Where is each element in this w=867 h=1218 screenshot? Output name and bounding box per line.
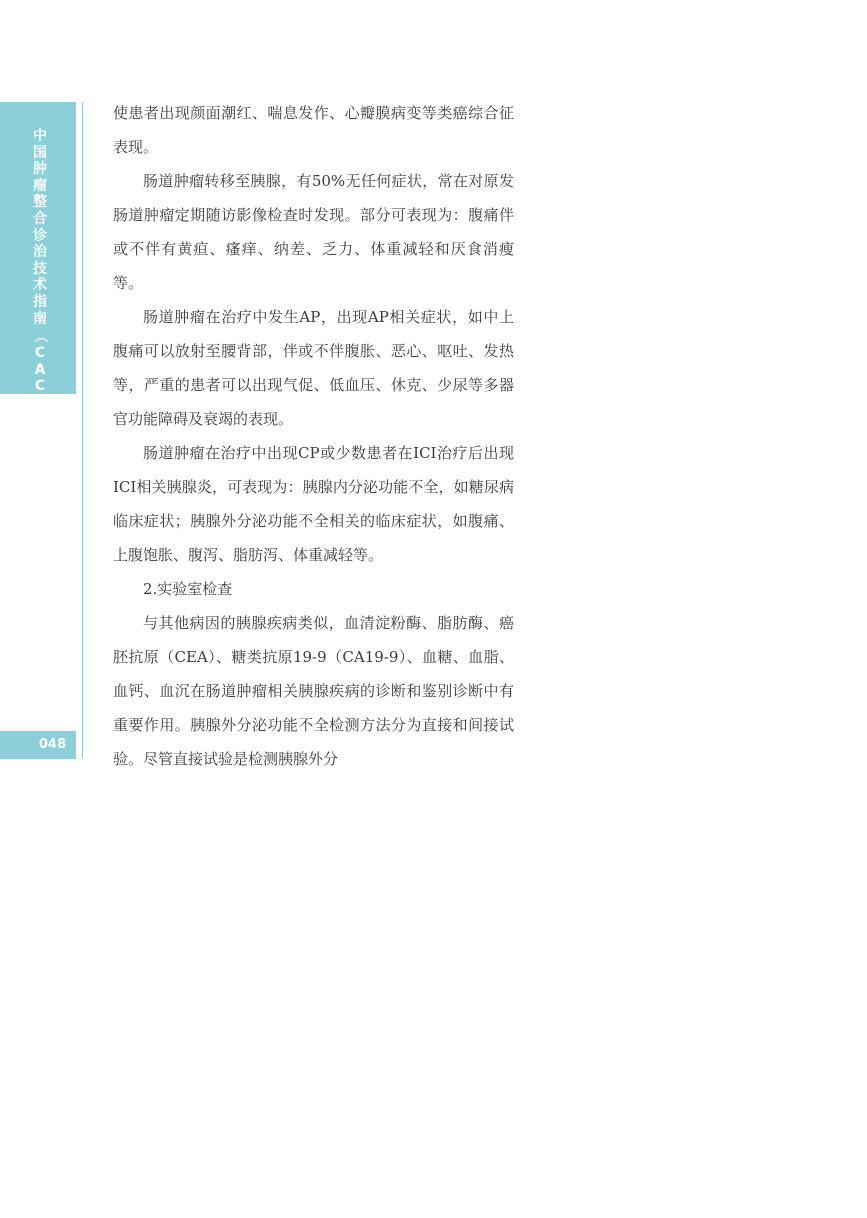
book-title-paren-open: （ [32, 329, 48, 344]
margin-rule [82, 102, 83, 758]
paragraph-2: 肠道肿瘤转移至胰腺，有50%无任何症状，常在对原发肠道肿瘤定期随访影像检查时发现。部分可表现为：腹痛伴或不伴有黄疸、瘙痒、纳差、乏力、体重减轻和厌食消瘦等。 [113, 172, 514, 292]
paragraph-5: 与其他病因的胰腺疾病类似，血清淀粉酶、脂肪酶、癌胚抗原（CEA）、糖类抗原19-9（CA19-9）、血糖、血脂、血钙、血沉在肠道肿瘤相关胰腺疾病的诊断和鉴别诊断中有重要作用。胰腺外分泌功能不全检测方法分为直接和间接试验。尽管直接试验是检测胰腺外分 [113, 614, 514, 768]
paragraph-3: 肠道肿瘤在治疗中发生AP，出现AP相关症状，如中上腹痛可以放射至腰背部，伴或不伴腹胀、恶心、呕吐、发热等，严重的患者可以出现气促、低血压、休克、少尿等多器官功能障碍及衰竭的表现。 [113, 308, 514, 428]
body-text [113, 96, 514, 776]
book-title-paren-close: ） [32, 413, 48, 428]
book-title [30, 128, 50, 430]
paragraph-1: 使患者出现颜面潮红、喘息发作、心瓣膜病变等类癌综合征表现。 [113, 104, 514, 156]
book-title-main: 中国肿瘤整合诊治技术指南 [33, 128, 47, 327]
paragraph-4: 肠道肿瘤在治疗中出现CP或少数患者在ICI治疗后出现ICI相关胰腺炎，可表现为：胰腺内分泌功能不全，如糖尿病临床症状；胰腺外分泌功能不全相关的临床症状，如腹痛、上腹饱胀、腹泻、脂肪泻、体重减轻等。 [113, 444, 514, 564]
section-heading: 2.实验室检查 [143, 580, 233, 598]
page-number-tab [0, 731, 76, 759]
book-title-abbr: CACA [34, 345, 46, 411]
page-number: 048 [38, 737, 66, 752]
